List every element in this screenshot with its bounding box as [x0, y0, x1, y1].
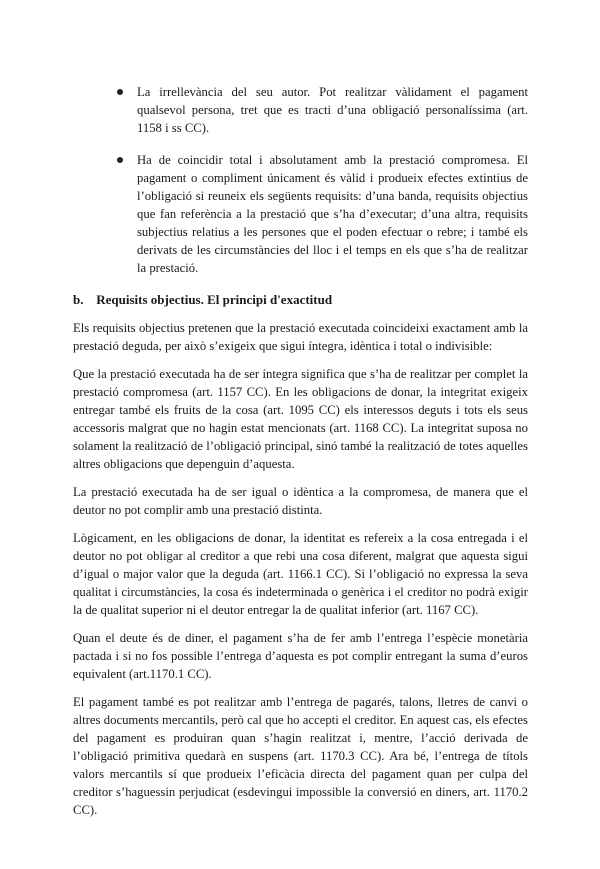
paragraph: El pagament també es pot realitzar amb l’entrega de pagarés, talons, lletres de canvi o altres documents mercantils, però cal que ho accepti el creditor. En aquest cas, els efectes del pagament es produiran quan s’hagin realitzat i, mentre, l’acció derivada de l’obligació primitiva quedarà en suspens (art. 1170.3 CC). Ara bé, l’entrega de títols valors mercantils sí que produeix l’eficàcia directa del pagament quan per culpa del creditor s’haguessin perjudicat (esdevingui impossible la conversió en diners, art. 1170.2 CC). [73, 695, 528, 817]
list-item: La irrellevància del seu autor. Pot realitzar vàlidament el pagament qualsevol persona, tret que es tracti d’una obligació personalíssima (art. 1158 i ss CC). [137, 85, 528, 135]
paragraph: Quan el deute és de diner, el pagament s’ha de fer amb l’entrega l’espècie monetària pactada i si no fos possible l’entrega d’aquesta es pot complir entregant la suma d’euros equivalent (art.1170.1 CC). [73, 631, 528, 681]
section-heading [73, 291, 528, 309]
section-title: Requisits objectius. El principi d'exactitud [96, 292, 333, 307]
paragraph: Els requisits objectius pretenen que la prestació executada coincideixi exactament amb la prestació deguda, per això s’exigeix que sigui íntegra, idèntica i total o indivisible: [73, 321, 528, 353]
paragraph: Lògicament, en les obligacions de donar, la identitat es refereix a la cosa entregada i el deutor no pot obligar al creditor a que rebi una cosa diferent, malgrat que aquesta sigui d’igual o major valor que la deguda (art. 1166.1 CC). Si l’obligació no expressa la seva qualitat i circumstàncies, la cosa és indeterminada o genèrica i el creditor no podrà exigir la de qualitat superior ni el deutor entregar la de qualitat inferior (art. 1167 CC). [73, 531, 528, 617]
paragraph: La prestació executada ha de ser igual o idèntica a la compromesa, de manera que el deutor no pot complir amb una prestació distinta. [73, 485, 528, 517]
bullet-icon [117, 89, 123, 95]
section-number: b. [73, 292, 84, 307]
list-item-wrapper [137, 151, 528, 277]
list-item: Ha de coincidir total i absolutament amb la prestació compromesa. El pagament o compliment únicament és vàlid i produeix efectes extintius de l’obligació si reuneix els següents requisits: d’una banda, requisits objectius que fan referència a la prestació que s’ha d’executar; d’una altra, requisits subjectius relatius a les persones que el poden efectuar o rebre; i també els derivats de les circumstàncies del lloc i el temps en els que s’ha de realitzar la prestació. [137, 153, 528, 275]
bullet-icon [117, 157, 123, 163]
paragraph: Que la prestació executada ha de ser íntegra significa que s’ha de realitzar per complet la prestació compromesa (art. 1157 CC). En les obligacions de donar, la integritat exigeix entregar també els fruits de la cosa (art. 1095 CC) els interessos deguts i tots els seus accessoris malgrat que no hagin estat mencionats (art. 1168 CC). La integritat suposa no solament la realització de l’obligació principal, sinó també la realització de totes aquelles altres obligacions que depenguin d’aquesta. [73, 367, 528, 471]
list-item-wrapper [137, 83, 528, 137]
